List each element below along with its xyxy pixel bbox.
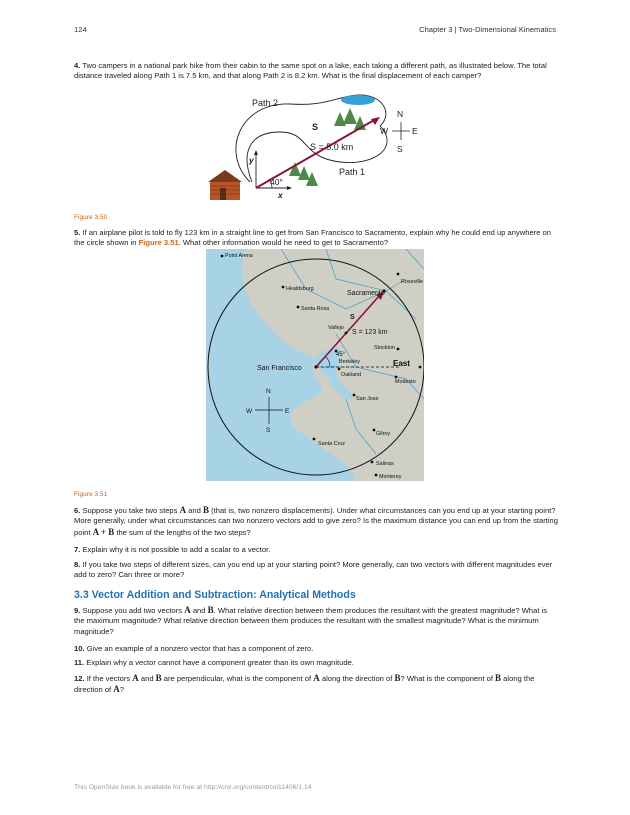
problem-10 [74,644,559,654]
problem-text: the sum of the lengths of the two steps? [114,527,251,537]
problem-text: along the direction of [74,674,535,695]
vector-b: B [495,673,502,683]
problem-number: 4. [74,61,81,70]
city-san-jose: San Jose [356,396,379,402]
city-point-arena: Point Arena [225,253,253,259]
vector-b: B [202,505,209,515]
problem-text: Suppose you take two steps [82,506,180,515]
problem-6 [74,505,559,538]
city-santa-rosa: Santa Rosa [301,306,330,312]
problem-text: along the direction of [319,674,395,683]
lake [341,95,375,105]
problem-text: If an airplane pilot is told to fly 123 km in a straight line to get from San Francisco to Sacramento, explain why he could end up anywhere on the circle shown in [74,228,552,248]
cabin-icon [208,170,242,200]
vector-a: A [313,673,320,683]
problem-text: ? [119,685,124,695]
problem-text: Explain why it is not possible to add a scalar to a vector. [82,545,271,554]
problem-9 [74,605,559,637]
compass-e: E [412,126,418,136]
compass-rose-icon [392,122,410,140]
y-axis-label: y [249,155,254,165]
problem-text: If the vectors [86,674,133,683]
problem-number: 8. [74,560,81,569]
problem-4 [74,61,559,82]
vector-magnitude-label: S = 123 km [352,329,388,336]
problem-text: . What relative direction between them produces the resultant with the greatest magnitude? What is the maximum magnitude? What relative direction between them produces the resultant with the smallest magnitude? What is the minimum magnitude? [74,606,548,636]
compass-w: W [246,408,253,415]
compass-e: E [285,408,290,415]
problem-11 [74,658,559,668]
city-salinas: Salinas [376,461,394,467]
figure-3-51-caption: Figure 3.51 [74,491,108,498]
figure-3-50 [200,92,440,208]
east-label: East [393,359,410,368]
city-oakland: Oakland [341,372,362,378]
problem-text: and [138,674,156,683]
problem-number: 7. [74,545,81,554]
chapter-title: Chapter 3 | Two-Dimensional Kinematics [419,25,556,34]
problem-7 [74,545,559,555]
compass-s: S [397,144,403,154]
path-2-label: Path 2 [252,98,279,108]
problem-number: 6. [74,506,81,515]
page-footer: This OpenStax book is available for free at http://cnx.org/content/col11406/1.14 [74,784,312,791]
compass-n: N [266,388,271,395]
city-sacramento: Sacramento [347,290,385,297]
vector-a: A [132,673,139,683]
problem-text: Give an example of a nonzero vector that has a component of zero. [86,644,314,653]
figure-3-50-caption: Figure 3.50 [74,214,108,221]
city-monterey: Monterey [379,474,402,480]
compass-n: N [397,109,404,119]
vector-s-label: S [312,122,319,132]
compass-w: W [380,126,389,136]
problem-text: Suppose you add two vectors [82,606,185,615]
problem-12 [74,673,559,696]
section-heading: 3.3 Vector Addition and Subtraction: Analytical Methods [74,589,356,601]
vector-b: B [207,605,214,615]
problem-text: Two campers in a national park hike from their cabin to the same spot on a lake, each taking a different path, as illustrated below. The total distance traveled along Path 1 is 7.5 km, and that along Path 2 is 8.2 km. What is the final displacement of each camper? [74,61,547,81]
figure-3-51-map [206,249,424,481]
angle-label: 45° [336,352,346,358]
x-axis-label: x [278,190,283,200]
problem-text: are perpendicular, what is the component of [161,674,314,683]
angle-label: 40° [270,177,283,187]
city-san-francisco: San Francisco [257,365,302,372]
page-number: 124 [74,25,87,34]
problem-text: ? What is the component of [400,674,496,683]
problem-text: and [186,506,203,515]
problem-text: and [190,606,208,615]
figure-link[interactable]: Figure 3.51 [138,238,179,248]
vector-a: A [113,684,120,695]
vector-magnitude-label: S = 5.0 km [310,142,354,152]
problem-number: 11. [74,658,85,667]
city-vallejo: Vallejo [328,325,344,331]
city-gilroy: Gilroy [376,431,391,437]
problem-number: 9. [74,606,81,615]
city-santa-cruz: Santa Cruz [318,441,345,447]
compass-s: S [266,427,271,434]
vector-a: A [184,605,191,615]
problem-5 [74,228,559,249]
problem-text: (that is, two nonzero displacements). Under what circumstances can you end up at your starting point? More generally, under what circumstances can two nonzero vectors add to give zero? Is the maximum distance you can end up from the starting point [74,506,558,537]
path-1-label: Path 1 [339,167,366,177]
vector-a: A [179,505,187,515]
city-healdsburg: Healdsburg [286,286,314,292]
problem-text: Explain why a vector cannot have a component greater than its own magnitude. [86,658,354,667]
vector-b: B [394,673,401,683]
vector-b: B [155,673,162,683]
problem-8 [74,560,559,581]
vector-s-label: S [350,314,355,321]
problem-text: If you take two steps of different sizes, can you end up at your starting point? More generally, can two vectors with different magnitudes ever add to zero? Can three or more? [74,560,553,580]
problem-number: 10. [74,644,85,653]
problem-number: 5. [74,228,81,237]
city-roseville: Roseville [401,279,423,285]
problem-text: . What other information would he need to get to Sacramento? [178,238,389,248]
vector-sum: A + B [92,526,115,537]
problem-number: 12. [74,674,85,683]
city-stockton: Stockton [374,345,395,351]
city-berkeley: Berkeley [339,359,360,365]
city-modesto: Modesto [395,379,416,385]
